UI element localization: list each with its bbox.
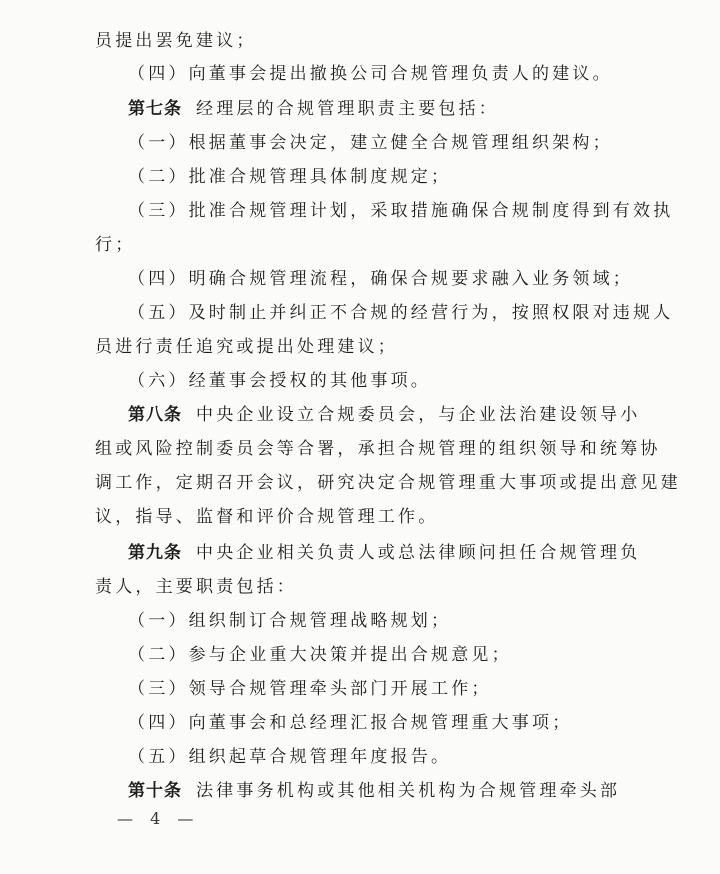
text-line <box>0 740 720 774</box>
text-line <box>0 160 720 194</box>
line-text: （五）组织起草合规管理年度报告。 <box>128 747 452 767</box>
text-line <box>0 126 720 160</box>
line-text: 调工作，定期召开会议，研究决定合规管理重大事项或提出意见建 <box>95 473 681 493</box>
text-line <box>0 570 720 604</box>
text-line <box>0 432 720 466</box>
text-line <box>0 24 720 58</box>
article-heading: 第八条 <box>128 405 182 425</box>
line-text: （二）批准合规管理具体制度规定； <box>128 167 452 187</box>
line-text: （五）及时制止并纠正不合规的经营行为，按照权限对违规人 <box>128 303 674 323</box>
line-text: 组或风险控制委员会等合署，承担合规管理的组织领导和统筹协 <box>95 439 661 459</box>
line-text: 员提出罢免建议； <box>95 31 257 51</box>
line-text: 中央企业设立合规委员会，与企业法治建设领导小 <box>196 405 641 425</box>
line-text: （四）向董事会提出撤换公司合规管理负责人的建议。 <box>128 64 613 84</box>
text-line <box>0 706 720 740</box>
text-line <box>0 536 720 570</box>
line-text: 行； <box>95 235 136 255</box>
article-heading: 第九条 <box>128 543 182 563</box>
line-text: 经理层的合规管理职责主要包括： <box>196 99 499 119</box>
line-text: （一）根据董事会决定，建立健全合规管理组织架构； <box>128 133 613 153</box>
line-text: （三）批准合规管理计划，采取措施确保合规制度得到有效执 <box>128 201 674 221</box>
text-line <box>0 398 720 432</box>
line-text: （一）组织制订合规管理战略规划； <box>128 611 452 631</box>
text-line <box>0 638 720 672</box>
text-line <box>0 262 720 296</box>
text-line <box>0 604 720 638</box>
text-line <box>0 364 720 398</box>
text-line <box>0 466 720 500</box>
text-line <box>0 774 720 808</box>
article-heading: 第七条 <box>128 99 182 119</box>
line-text: （四）向董事会和总经理汇报合规管理重大事项； <box>128 713 573 733</box>
line-text: （六）经董事会授权的其他事项。 <box>128 371 431 391</box>
text-line <box>0 330 720 364</box>
text-line <box>0 672 720 706</box>
line-text: 法律事务机构或其他相关机构为合规管理牵头部 <box>196 781 621 801</box>
text-line <box>0 92 720 126</box>
page-number: — 4 — <box>117 809 200 828</box>
line-text: 员进行责任追究或提出处理建议； <box>95 337 398 357</box>
text-line <box>0 228 720 262</box>
article-heading: 第十条 <box>128 781 182 801</box>
line-text: （三）领导合规管理牵头部门开展工作； <box>128 679 492 699</box>
text-line <box>0 194 720 228</box>
text-line <box>0 57 720 91</box>
text-line <box>0 500 720 534</box>
line-text: （四）明确合规管理流程，确保合规要求融入业务领域； <box>128 269 633 289</box>
line-text: 责人，主要职责包括： <box>95 577 297 597</box>
line-text: 议，指导、监督和评价合规管理工作。 <box>95 507 439 527</box>
line-text: （二）参与企业重大决策并提出合规意见； <box>128 645 512 665</box>
line-text: 中央企业相关负责人或总法律顾问担任合规管理负 <box>196 543 641 563</box>
text-line <box>0 296 720 330</box>
